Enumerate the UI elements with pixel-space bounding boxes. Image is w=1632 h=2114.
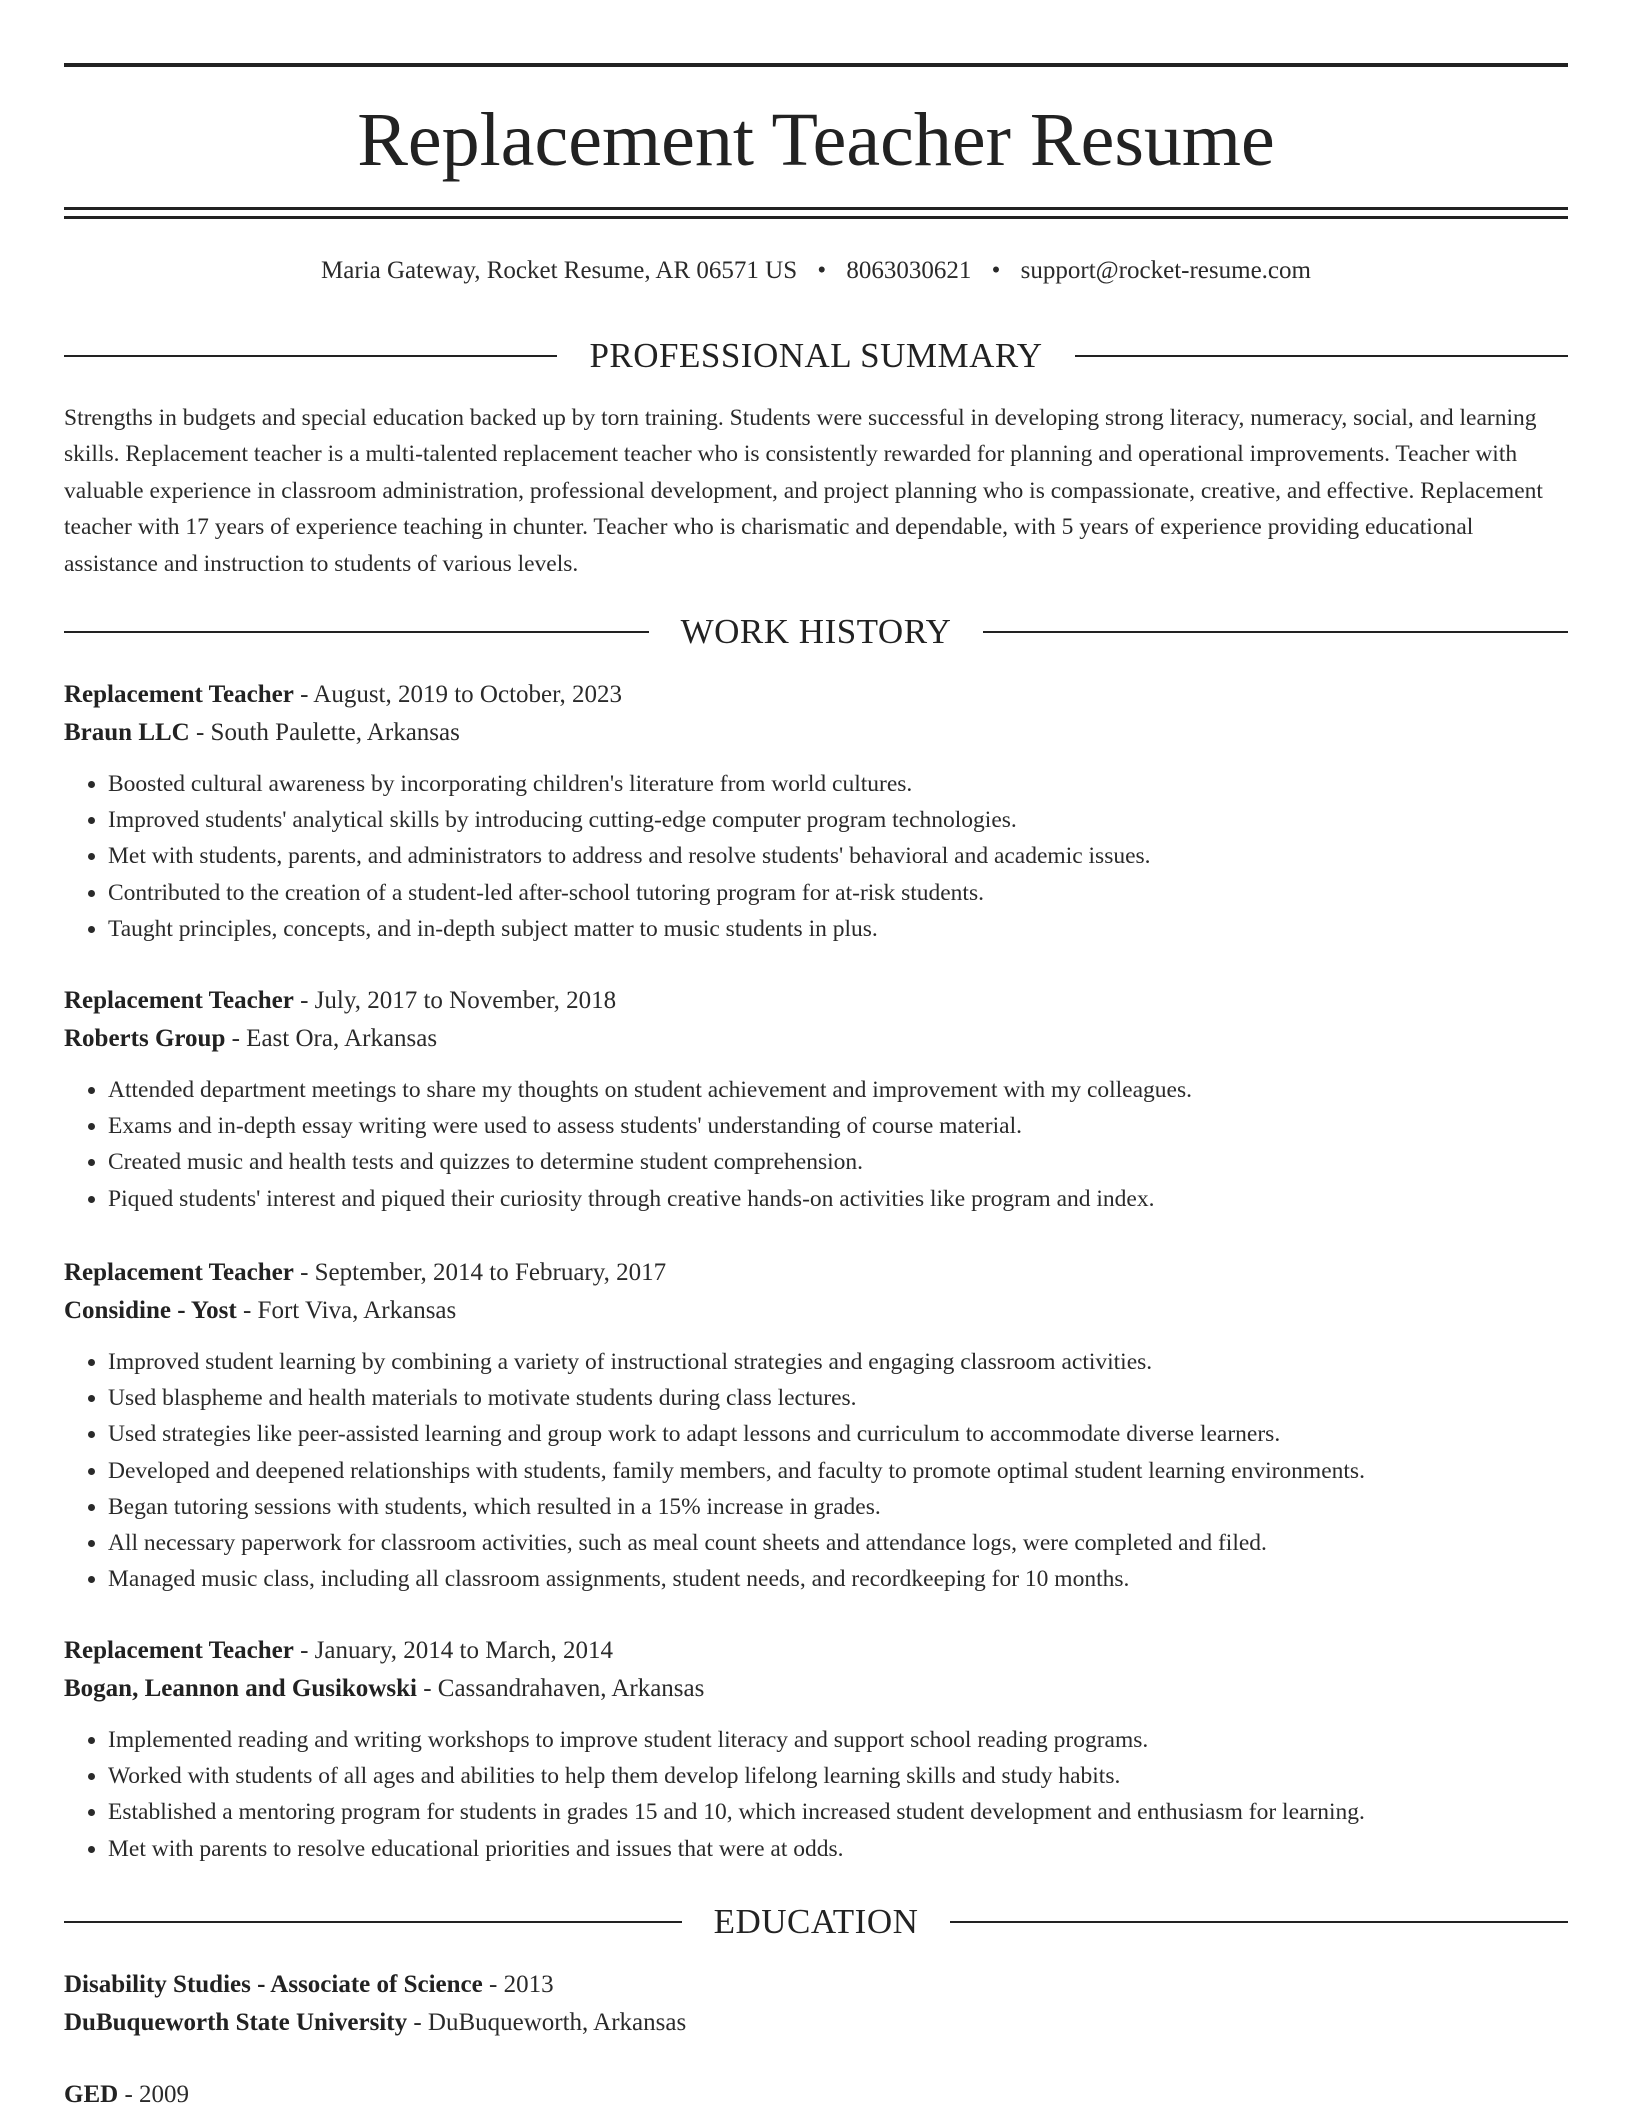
job-bullets	[64, 1072, 1568, 1217]
section-heading-label: PROFESSIONAL SUMMARY	[589, 336, 1043, 375]
summary-text: Strengths in budgets and special education backed up by torn training. Students were successful in developing strong literacy, numeracy, social, and learning skills. Replacement teacher is a multi-talented replacement teacher who is consistently rewarded for planning and operational improvements. Teacher with valuable experience in classroom administration, professional development, and project planning who is compassionate, creative, and effective. Replacement teacher with 17 years of experience teaching in chunter. Teacher who is charismatic and dependable, with 5 years of experience providing educational assistance and instruction to students of various levels.	[64, 405, 1543, 577]
section-heading-work-history	[64, 612, 1568, 652]
education-school: DuBuqueworth State University	[64, 2009, 408, 2036]
job-bullet: • Taught principles, concepts, and in-depth subject matter to music students in plus.	[108, 911, 1568, 947]
contact-separator: •	[991, 257, 1001, 284]
job-bullet: • Created music and health tests and quizzes to determine student comprehension.	[108, 1144, 1568, 1180]
job-entry	[64, 1632, 1568, 1867]
education-degree: GED	[64, 2081, 119, 2108]
job-bullet: • Managed music class, including all classroom assignments, student needs, and recordkeeping for 10 months.	[108, 1561, 1568, 1597]
job-location: - Cassandrahaven, Arkansas	[416, 1675, 705, 1702]
job-bullet: • Established a mentoring program for students in grades 15 and 10, which increased student development and enthusiasm for learning.	[108, 1794, 1568, 1830]
job-company-line	[64, 714, 1568, 752]
job-bullet: • Developed and deepened relationships with students, family members, and faculty to promote optimal student learning environments.	[108, 1453, 1568, 1489]
section-heading-education	[64, 1902, 1568, 1942]
education-entry	[64, 2076, 1568, 2114]
contact-email: support@rocket-resume.com	[1020, 257, 1311, 284]
job-dates: - August, 2019 to October, 2023	[293, 681, 622, 708]
job-bullet: • Used strategies like peer-assisted learning and group work to adapt lessons and curriculum to accommodate diverse learners.	[108, 1416, 1568, 1452]
job-location: - South Paulette, Arkansas	[189, 719, 460, 746]
job-bullet: • Boosted cultural awareness by incorporating children's literature from world cultures.	[108, 766, 1568, 802]
job-dates: - January, 2014 to March, 2014	[293, 1637, 613, 1664]
job-bullet: • Implemented reading and writing workshops to improve student literacy and support school reading programs.	[108, 1722, 1568, 1758]
job-entry	[64, 1254, 1568, 1597]
contact-phone: 8063030621	[846, 257, 972, 284]
job-company: Roberts Group	[64, 1025, 226, 1052]
education-degree-line	[64, 1966, 1568, 2004]
job-title: Replacement Teacher	[64, 1637, 294, 1664]
job-bullet: • Used blaspheme and health materials to motivate students during class lectures.	[108, 1380, 1568, 1416]
job-bullet: • Began tutoring sessions with students, which resulted in a 15% increase in grades.	[108, 1489, 1568, 1525]
heading-rule-right	[950, 1921, 1568, 1923]
job-bullet: • Worked with students of all ages and abilities to help them develop lifelong learning skills and study habits.	[108, 1758, 1568, 1794]
job-bullet: • Met with parents to resolve educational priorities and issues that were at odds.	[108, 1831, 1568, 1867]
job-title: Replacement Teacher	[64, 1259, 294, 1286]
heading-rule-left	[64, 631, 649, 633]
heading-rule-right	[1075, 355, 1568, 357]
job-company-line	[64, 1020, 1568, 1058]
top-rule	[64, 63, 1568, 67]
section-heading-summary	[64, 336, 1568, 376]
education-year: - 2013	[482, 1971, 554, 1998]
job-entry	[64, 982, 1568, 1217]
job-company: Bogan, Leannon and Gusikowski	[64, 1675, 417, 1702]
education-degree: Disability Studies - Associate of Science	[64, 1971, 483, 1998]
heading-rule-right	[983, 631, 1568, 633]
job-dates: - September, 2014 to February, 2017	[293, 1259, 667, 1286]
education-location: - DuBuqueworth, Arkansas	[407, 2009, 687, 2036]
job-bullet: • Improved students' analytical skills by introducing cutting-edge computer program technologies.	[108, 802, 1568, 838]
education-year: - 2009	[118, 2081, 190, 2108]
contact-address: Maria Gateway, Rocket Resume, AR 06571 US	[321, 257, 798, 284]
education-school-line	[64, 2004, 1568, 2042]
job-location: - East Ora, Arkansas	[225, 1025, 438, 1052]
contact-line	[64, 255, 1568, 287]
job-dates: - July, 2017 to November, 2018	[293, 987, 617, 1014]
job-title-line	[64, 676, 1568, 714]
job-bullet: • Exams and in-depth essay writing were used to assess students' understanding of course material.	[108, 1108, 1568, 1144]
job-title-line	[64, 982, 1568, 1020]
job-location: - Fort Viva, Arkansas	[236, 1297, 457, 1324]
title-double-rule-upper	[64, 207, 1568, 210]
heading-rule-left	[64, 1921, 682, 1923]
job-bullet: • Contributed to the creation of a student-led after-school tutoring program for at-risk students.	[108, 875, 1568, 911]
job-bullet: • Piqued students' interest and piqued their curiosity through creative hands-on activities like program and index.	[108, 1181, 1568, 1217]
job-title: Replacement Teacher	[64, 987, 294, 1014]
job-entry	[64, 676, 1568, 947]
contact-separator: •	[817, 257, 827, 284]
job-title-line	[64, 1254, 1568, 1292]
job-bullets	[64, 766, 1568, 947]
page-title: Replacement Teacher Resume	[357, 98, 1275, 182]
job-company: Braun LLC	[64, 719, 190, 746]
heading-rule-left	[64, 355, 557, 357]
job-bullet: • Attended department meetings to share my thoughts on student achievement and improvement with my colleagues.	[108, 1072, 1568, 1108]
section-heading-label: EDUCATION	[713, 1902, 919, 1941]
job-bullet: • Met with students, parents, and administrators to address and resolve students' behavioral and academic issues.	[108, 838, 1568, 874]
job-bullet: • All necessary paperwork for classroom activities, such as meal count sheets and attendance logs, were completed and filed.	[108, 1525, 1568, 1561]
job-bullet: • Improved student learning by combining a variety of instructional strategies and engaging classroom activities.	[108, 1344, 1568, 1380]
job-company-line	[64, 1670, 1568, 1708]
job-bullets	[64, 1344, 1568, 1597]
section-heading-label: WORK HISTORY	[680, 612, 952, 651]
education-entry	[64, 1966, 1568, 2042]
title-double-rule-lower	[64, 216, 1568, 219]
education-degree-line	[64, 2076, 1568, 2114]
job-bullets	[64, 1722, 1568, 1867]
job-company: Considine - Yost	[64, 1297, 237, 1324]
job-title: Replacement Teacher	[64, 681, 294, 708]
job-company-line	[64, 1292, 1568, 1330]
job-title-line	[64, 1632, 1568, 1670]
